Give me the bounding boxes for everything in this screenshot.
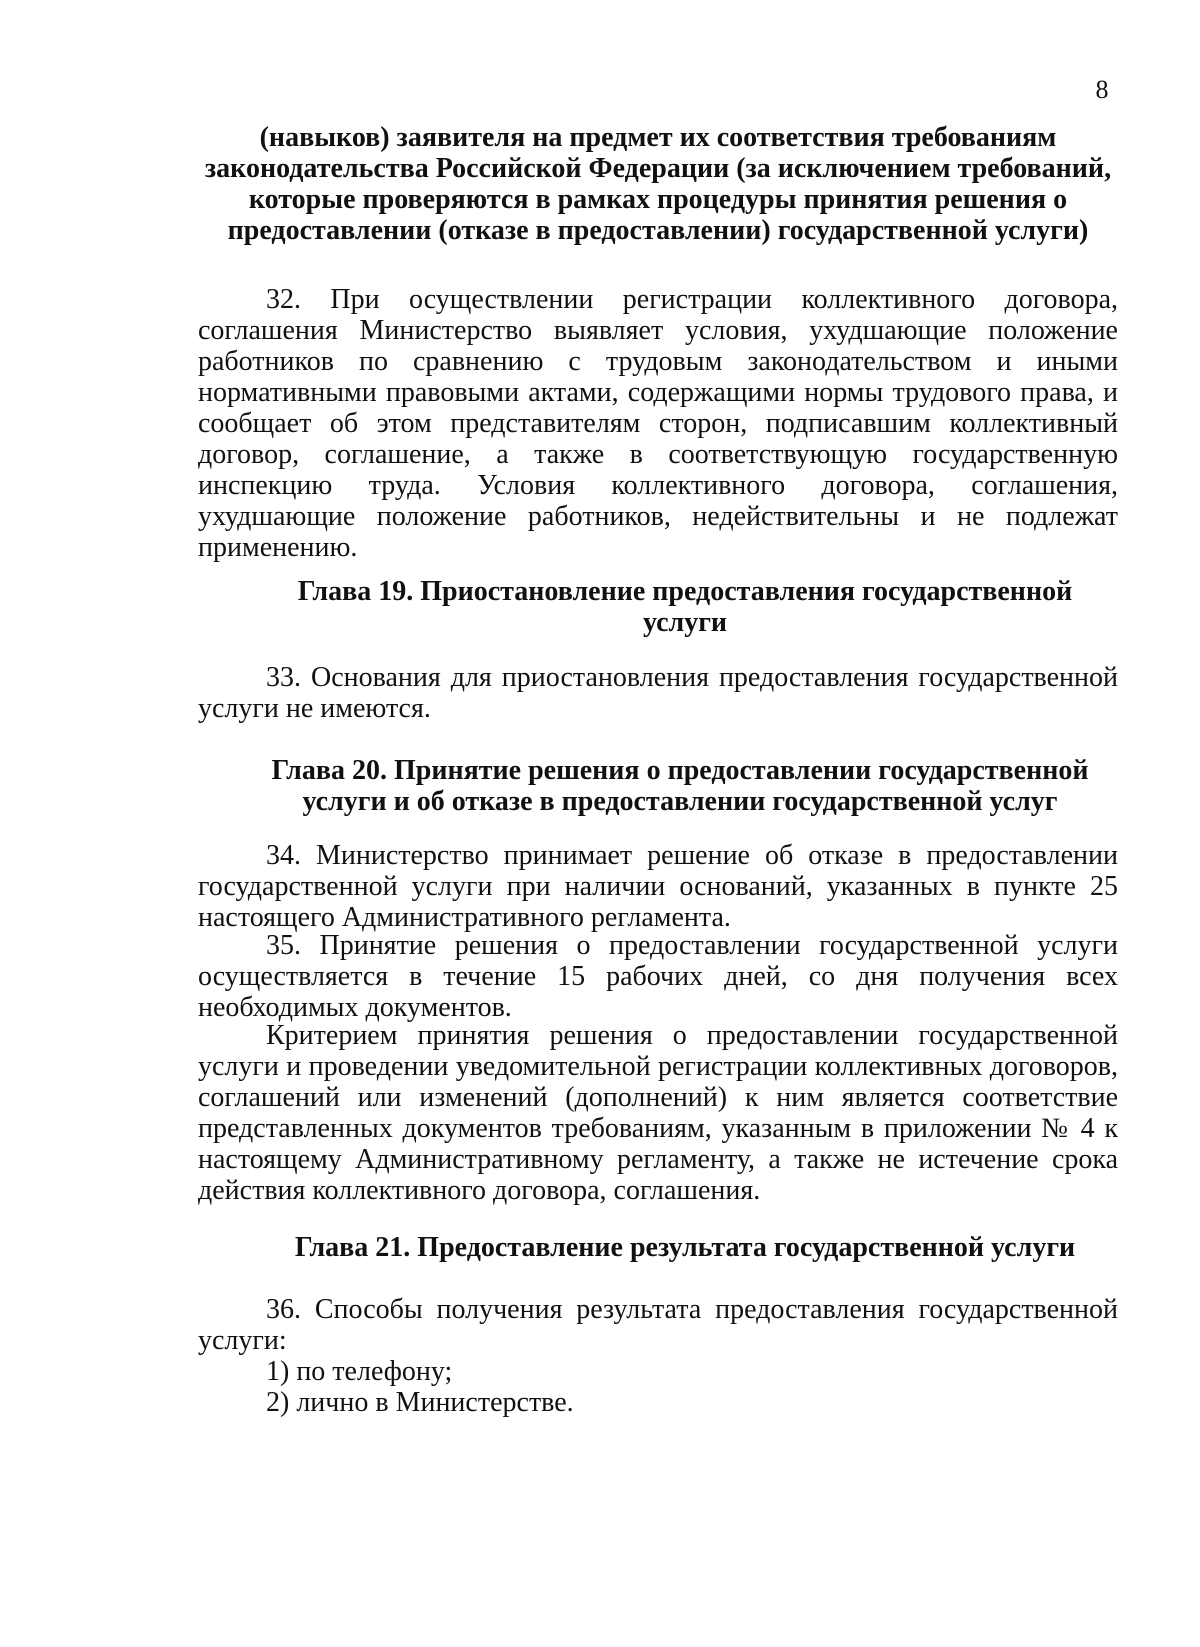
heading-line: (навыков) заявителя на предмет их соответствия требованиям <box>259 122 1057 153</box>
paragraph-35 <box>198 930 1118 1023</box>
heading-line: услуги <box>642 607 728 638</box>
paragraph-line: настоящему Административному регламенту, а также не истечение срока <box>198 1144 1118 1175</box>
paragraph-line: представленных документов требованиям, указанным в приложении № 4 к <box>198 1113 1118 1144</box>
paragraph-line: государственной услуги при наличии оснований, указанных в пункте 25 <box>198 871 1118 902</box>
paragraph-line: 33. Основания для приостановления предоставления государственной <box>266 662 1118 693</box>
heading-line: предоставлении (отказе в предоставлении) государственной услуги) <box>227 215 1089 246</box>
heading-line: законодательства Российской Федерации (за исключением требований, <box>204 153 1112 184</box>
paragraph-line: ухудшающие положение работников, недействительны и не подлежат <box>198 501 1118 532</box>
paragraph-32 <box>198 284 1118 563</box>
paragraph-line: нормативными правовыми актами, содержащими нормы трудового права, и <box>198 377 1118 408</box>
heading-line: услуги и об отказе в предоставлении государственной услуг <box>302 786 1058 817</box>
paragraph-line: применению. <box>198 532 358 563</box>
paragraph-line: Критерием принятия решения о предоставлении государственной <box>266 1020 1118 1051</box>
heading-line: Глава 19. Приостановление предоставления государственной <box>297 576 1073 607</box>
chapter-20-heading <box>230 755 1130 817</box>
paragraph-line: необходимых документов. <box>198 992 512 1023</box>
paragraph-line: соглашения Министерство выявляет условия, ухудшающие положение <box>198 315 1118 346</box>
paragraph-line: осуществляется в течение 15 рабочих дней, со дня получения всех <box>198 961 1118 992</box>
paragraph-line: 35. Принятие решения о предоставлении государственной услуги <box>266 930 1118 961</box>
paragraph-line: договор, соглашение, а также в соответствующую государственную <box>198 439 1118 470</box>
chapter-heading-continued <box>198 122 1118 246</box>
paragraph-line: услуги и проведении уведомительной регистрации коллективных договоров, <box>198 1051 1118 1082</box>
paragraph-34 <box>198 840 1118 933</box>
paragraph-33 <box>198 662 1118 724</box>
result-methods-list <box>198 1356 1118 1418</box>
heading-line: Глава 21. Предоставление результата государственной услуги <box>294 1232 1076 1263</box>
page-number: 8 <box>1095 75 1109 104</box>
paragraph-line: соглашений или изменений (дополнений) к ним является соответствие <box>198 1082 1118 1113</box>
heading-line: которые проверяются в рамках процедуры принятия решения о <box>248 184 1068 215</box>
paragraph-line: действия коллективного договора, соглашения. <box>198 1175 761 1206</box>
paragraph-line: услуги не имеются. <box>198 693 431 724</box>
paragraph-36 <box>198 1294 1118 1356</box>
paragraph-line: настоящего Административного регламента. <box>198 902 731 933</box>
paragraph-line: работников по сравнению с трудовым законодательством и иными <box>198 346 1118 377</box>
chapter-19-heading <box>250 576 1120 638</box>
paragraph-line: инспекцию труда. Условия коллективного договора, соглашения, <box>198 470 1118 501</box>
paragraph-criteria <box>198 1020 1118 1206</box>
chapter-21-heading <box>250 1232 1120 1263</box>
heading-line: Глава 20. Принятие решения о предоставлении государственной <box>271 755 1089 786</box>
paragraph-line: 32. При осуществлении регистрации коллективного договора, <box>266 284 1118 315</box>
paragraph-line: 34. Министерство принимает решение об отказе в предоставлении <box>266 840 1118 871</box>
list-item: 2) лично в Министерстве. <box>266 1387 574 1418</box>
paragraph-line: услуги: <box>198 1325 287 1356</box>
list-item: 1) по телефону; <box>266 1356 453 1387</box>
paragraph-line: 36. Способы получения результата предоставления государственной <box>266 1294 1118 1325</box>
paragraph-line: сообщает об этом представителям сторон, подписавшим коллективный <box>198 408 1118 439</box>
